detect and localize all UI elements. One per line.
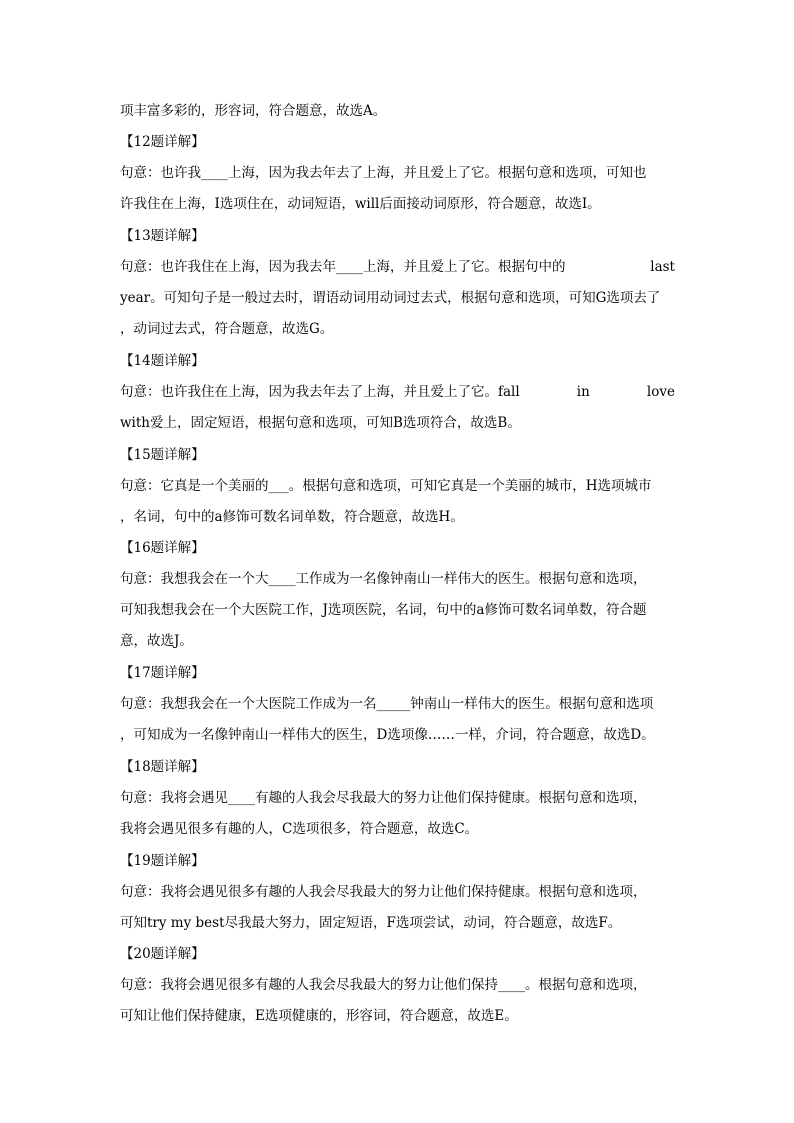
section-heading-q12: 【12题详解】 <box>120 134 205 150</box>
text-line-q16-1: 句意：我想我会在一个大____工作成为一名像钟南山一样伟大的医生。根据句意和选项， <box>120 571 647 587</box>
text-line-answer-11-end: 项丰富多彩的，形容词，符合题意，故选A。 <box>120 103 387 119</box>
text-line-q20-2: 可知让他们保持健康，E选项健康的，形容词，符合题意，故选E。 <box>120 1008 518 1024</box>
text-segment: last <box>650 259 675 275</box>
text-line-q19-1: 句意：我将会遇见很多有趣的人我会尽我最大的努力让他们保持健康。根据句意和选项， <box>120 884 647 900</box>
section-heading-q20: 【20题详解】 <box>120 946 205 962</box>
section-heading-q16: 【16题详解】 <box>120 540 205 556</box>
text-line-q12-2: 许我住在上海，I选项住在，动词短语，will后面接动词原形，符合题意，故选I。 <box>120 196 601 212</box>
text-line-q19-2: 可知try my best尽我最大努力，固定短语，F选项尝试，动词，符合题意，故选F。 <box>120 915 622 931</box>
text-line-q20-1: 句意：我将会遇见很多有趣的人我会尽我最大的努力让他们保持____。根据句意和选项， <box>120 977 647 993</box>
text-line-q13-3: ，动词过去式，符合题意，故选G。 <box>120 321 334 337</box>
section-heading-q17: 【17题详解】 <box>120 665 205 681</box>
text-line-q16-2: 可知我想我会在一个大医院工作，J选项医院，名词，句中的a修饰可数名词单数，符合题 <box>120 602 647 618</box>
section-heading-q13: 【13题详解】 <box>120 228 205 244</box>
text-line-q13-1 <box>120 258 675 276</box>
text-segment: 句意：也许我住在上海，因为我去年去了上海，并且爱上了它。fall <box>120 384 520 400</box>
text-segment: 句意：也许我住在上海，因为我去年____上海，并且爱上了它。根据句中的 <box>120 259 566 275</box>
text-line-q17-1: 句意：我想我会在一个大医院工作成为一名_____钟南山一样伟大的医生。根据句意和选项 <box>120 696 654 712</box>
text-line-q14-2: with爱上，固定短语，根据句意和选项，可知B选项符合，故选B。 <box>120 415 521 431</box>
text-line-q15-2: ，名词，句中的a修饰可数名词单数，符合题意，故选H。 <box>120 509 464 525</box>
text-line-q14-1 <box>120 383 675 401</box>
section-heading-q18: 【18题详解】 <box>120 759 205 775</box>
text-line-q17-2: ，可知成为一名像钟南山一样伟大的医生，D选项像……一样，介词，符合题意，故选D。 <box>120 727 655 743</box>
text-line-q18-2: 我将会遇见很多有趣的人，C选项很多，符合题意，故选C。 <box>120 821 479 837</box>
text-segment: love <box>646 384 675 400</box>
section-heading-q14: 【14题详解】 <box>120 353 205 369</box>
text-line-q13-2: year。可知句子是一般过去时，谓语动词用动词过去式，根据句意和选项，可知G选项去了 <box>120 290 661 306</box>
text-segment: in <box>576 384 590 400</box>
text-line-q18-1: 句意：我将会遇见____有趣的人我会尽我最大的努力让他们保持健康。根据句意和选项， <box>120 790 647 806</box>
section-heading-q19: 【19题详解】 <box>120 853 205 869</box>
text-line-q15-1: 句意：它真是一个美丽的___。根据句意和选项，可知它真是一个美丽的城市，H选项城市 <box>120 478 652 494</box>
text-line-q16-3: 意，故选J。 <box>120 633 193 649</box>
section-heading-q15: 【15题详解】 <box>120 447 205 463</box>
text-line-q12-1: 句意：也许我____上海，因为我去年去了上海，并且爱上了它。根据句意和选项，可知也 <box>120 165 647 181</box>
